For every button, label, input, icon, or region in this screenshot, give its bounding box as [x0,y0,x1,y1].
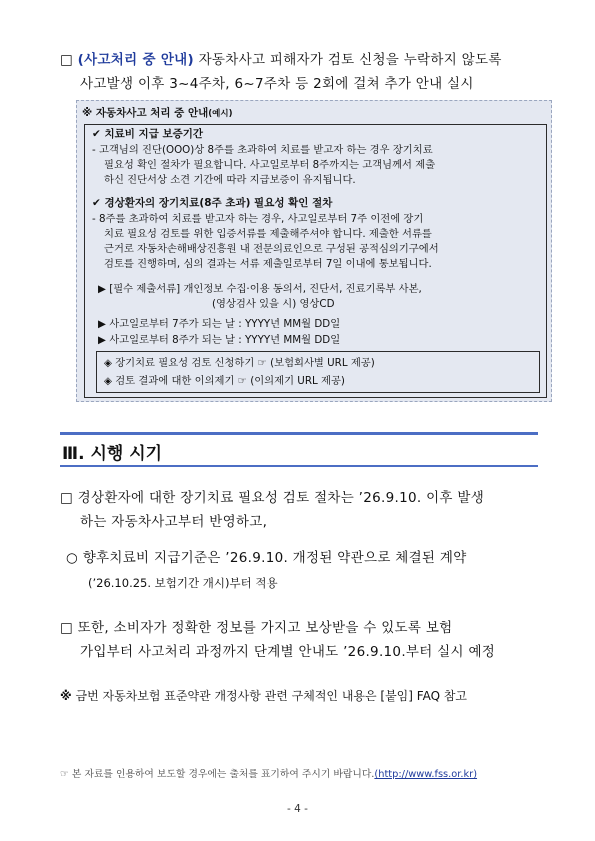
p2-line-1: ○ 향후치료비 지급기준은 ’26.9.10. 개정된 약관으로 체결된 계약 [66,550,467,566]
sec1-line-3: 하신 진단서상 소견 기간에 따라 지급보증이 유지됩니다. [104,174,356,186]
p1-line-2: 하는 자동차사고부터 반영하고, [80,514,268,530]
intro-line-1 [60,48,502,72]
triangle-right-icon: ▶ [98,283,106,295]
sec2-line-1: - 8주를 초과하여 치료를 받고자 하는 경우, 사고일로부터 7주 이전에 장기 [92,213,424,225]
reference-mark-icon: ※ [60,689,72,703]
p3-line-2: 가입부터 사고처리 과정까지 단계별 안내도 ’26.9.10.부터 실시 예정 [80,644,496,660]
section-divider-top [60,432,538,435]
faq-note: ※ 금번 자동차보험 표준약관 개정사항 관련 구체적인 내용은 [붙임] FAQ 참고 [60,689,468,703]
sec2-line-4: 검토를 진행하며, 심의 결과는 서류 제출일로부터 7일 이내에 통보됩니다. [104,258,432,270]
diamond-bullet-icon: ◈ [104,357,112,369]
fss-website-link[interactable]: (http://www.fss.or.kr) [374,769,478,780]
sec2-line-2: 치료 필요성 검토를 위한 입증서류를 제출해주셔야 합니다. 제출한 서류를 [104,228,432,240]
sec2-line-3: 근거로 자동차손해배상진흥원 내 전문의료인으로 구성된 공적심의기구에서 [104,243,439,255]
sec1-line-1: - 고객님의 진단(OOO)상 8주를 초과하여 치료를 받고자 하는 경우 장기치료 [92,144,433,156]
triangle-right-icon: ▶ [98,334,106,346]
date-7weeks: ▶ 사고일로부터 7주가 되는 날 : YYYY년 MM월 DD일 [98,318,341,330]
section-divider-bottom [60,465,538,467]
p1-line-1: □ 경상환자에 대한 장기치료 필요성 검토 절차는 ’26.9.10. 이후 발생 [60,490,485,506]
square-bullet-icon: □ [60,52,74,68]
square-bullet-icon: □ [60,620,74,636]
sec2-title: ✔ 경상환자의 장기치료(8주 초과) 필요성 확인 절차 [92,197,333,209]
square-bullet-icon: □ [60,490,74,506]
circle-bullet-icon: ○ [66,550,79,566]
required-docs-line-1: ▶ [필수 제출서류] 개인정보 수집·이용 동의서, 진단서, 진료기록부 사본, [98,283,422,295]
example-box-header: ※ 자동차사고 처리 중 안내(예시) [82,107,233,119]
check-icon: ✔ [92,197,101,209]
p3-line-1: □ 또한, 소비자가 정확한 정보를 가지고 보상받을 수 있도록 보험 [60,620,453,636]
required-docs-line-2: (영상검사 있을 시) 영상CD [212,298,335,310]
sec1-line-2: 필요성 확인 절차가 필요합니다. 사고일로부터 8주까지는 고객님께서 제출 [104,159,436,171]
triangle-right-icon: ▶ [98,318,106,330]
page-number: - 4 - [287,803,308,815]
check-icon: ✔ [92,128,101,140]
intro-line-2: 사고발생 이후 3~4주차, 6~7주차 등 2회에 걸쳐 추가 안내 실시 [80,76,474,92]
reference-mark-icon: ※ [82,107,93,119]
objection-link[interactable]: ◈ 검토 결과에 대한 이의제기 ☞ (이의제기 URL 제공) [104,375,345,387]
pointing-hand-icon: ☞ [60,769,69,780]
citation-footer: ☞ 본 자료를 인용하여 보도할 경우에는 출처를 표기하여 주시기 바랍니다.(http://www.fss.or.kr) [60,769,478,780]
sec1-title: ✔ 치료비 지급 보증기간 [92,128,204,140]
diamond-bullet-icon: ◈ [104,375,112,387]
section-3-title: Ⅲ. 시행 시기 [62,444,163,464]
apply-review-link[interactable]: ◈ 장기치료 필요성 검토 신청하기 ☞ (보험회사별 URL 제공) [104,357,375,369]
intro-tag: (사고처리 중 안내) [77,52,194,68]
p2-line-2: (’26.10.25. 보험기간 개시)부터 적용 [88,576,278,590]
intro-line1-text: 자동차사고 피해자가 검토 신청을 누락하지 않도록 [193,52,502,68]
date-8weeks: ▶ 사고일로부터 8주가 되는 날 : YYYY년 MM월 DD일 [98,334,341,346]
